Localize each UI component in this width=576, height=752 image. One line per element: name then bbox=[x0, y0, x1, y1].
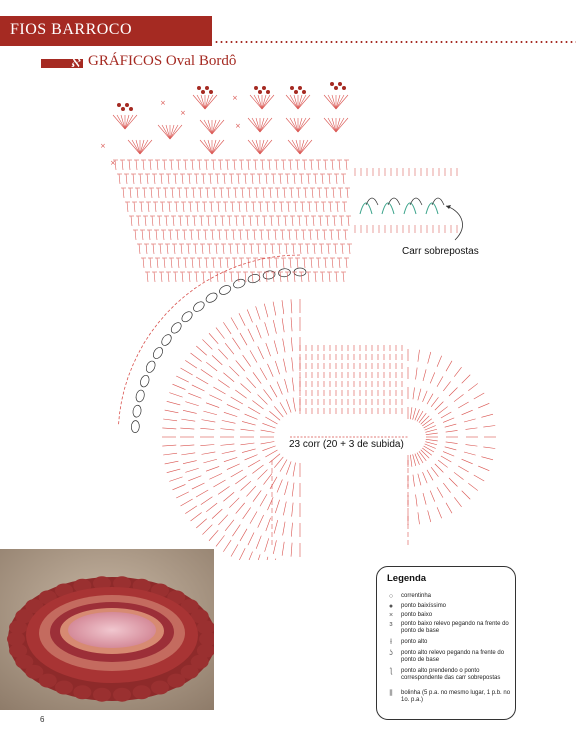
legend-text: ponto baixo bbox=[401, 612, 433, 618]
svg-text:×: × bbox=[160, 99, 166, 107]
svg-text:×: × bbox=[110, 159, 116, 167]
legend-item bbox=[385, 612, 511, 620]
legend-text: bolinha (5 p.a. no mesmo lugar, 1 p.b. no 1o. p.a.) bbox=[401, 690, 511, 703]
legend-item bbox=[385, 621, 511, 635]
page-number: 6 bbox=[40, 715, 45, 724]
svg-text:×: × bbox=[180, 109, 186, 117]
legend-item bbox=[385, 639, 511, 647]
header-title: FIOS BARROCO bbox=[10, 21, 133, 38]
legend-text: ponto baixíssimo bbox=[401, 603, 447, 609]
legend-item bbox=[385, 593, 511, 601]
legend-text: ponto alto bbox=[401, 639, 428, 645]
legend-text: correntinha bbox=[401, 593, 432, 599]
legend-title: Legenda bbox=[387, 573, 427, 584]
swirl-ornament-icon: ℵ bbox=[70, 56, 80, 70]
bobble-stitch-icon: ⫼ bbox=[389, 690, 393, 697]
label-chain-count: 23 corr (20 + 3 de subida) bbox=[289, 439, 404, 450]
double-crochet-icon: ƚ bbox=[390, 639, 392, 646]
label-carr-sobrepostas: Carr sobrepostas bbox=[402, 246, 479, 257]
svg-text:×: × bbox=[100, 142, 106, 150]
legend-text: ponto alto prendendo o ponto correspondente das carr sobrepostas bbox=[401, 668, 501, 681]
double-crochet-relief-icon: ʖ bbox=[389, 650, 393, 657]
legend-item bbox=[385, 603, 511, 611]
svg-text:×: × bbox=[232, 94, 238, 102]
legend-box bbox=[376, 566, 516, 720]
legend-text: ponto alto relevo pegando na frente do ponto de base bbox=[401, 650, 505, 663]
legend-item bbox=[385, 668, 511, 682]
section-title: GRÁFICOS Oval Bordô bbox=[88, 53, 237, 69]
legend-item bbox=[385, 690, 511, 704]
legend-text: ponto baixo relevo pegando na frente do ponto de base bbox=[401, 621, 509, 634]
oval-rug-photo bbox=[0, 549, 214, 710]
oval-chain-icon: ○ bbox=[388, 593, 394, 600]
legend-item bbox=[385, 650, 511, 664]
svg-text:×: × bbox=[235, 122, 241, 130]
slip-stitch-dot-icon: ● bbox=[388, 603, 394, 610]
double-crochet-overlay-icon: ƪ bbox=[389, 668, 393, 675]
single-crochet-x-icon: × bbox=[388, 612, 394, 619]
single-crochet-relief-icon: ɜ bbox=[389, 621, 393, 628]
